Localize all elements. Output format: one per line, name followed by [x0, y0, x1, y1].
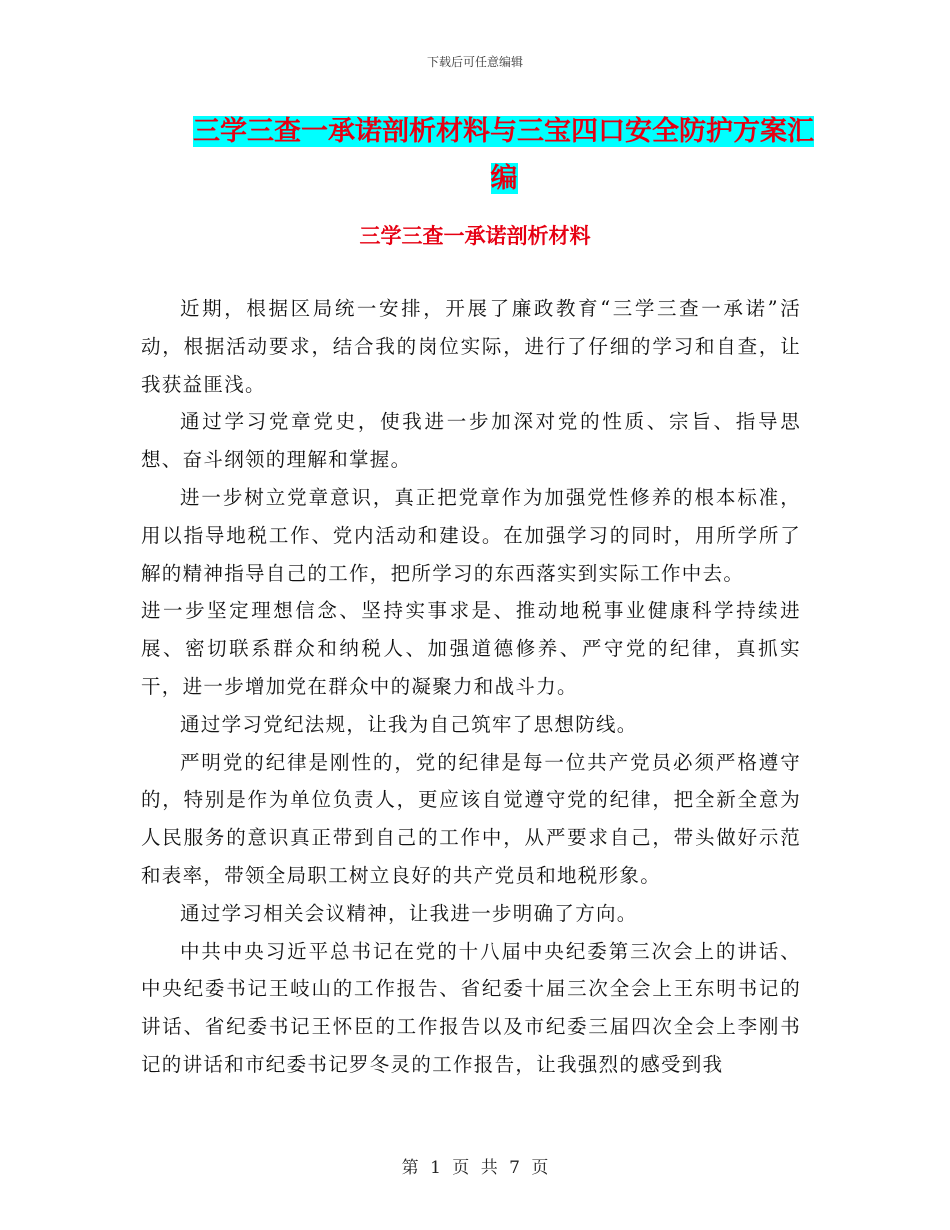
page-number-footer: 第 1 页 共 7 页	[401, 1158, 549, 1178]
paragraph: 通过学习党章党史，使我进一步加深对党的性质、宗旨、指导思想、奋斗纲领的理解和掌握。	[141, 410, 801, 472]
paragraph: 进一步树立党章意识，真正把党章作为加强党性修养的根本标准，用以指导地税工作、党内活动和建设。在加强学习的同时，用所学所了解的精神指导自己的工作，把所学习的东西落实到实际工作中去。	[141, 485, 801, 585]
document-body	[141, 290, 801, 1084]
paragraph: 通过学习相关会议精神，让我进一步明确了方向。	[180, 901, 638, 925]
paragraph: 通过学习党纪法规，让我为自己筑牢了思想防线。	[180, 712, 638, 736]
paragraph: 严明党的纪律是刚性的，党的纪律是每一位共产党员必须严格遵守的，特别是作为单位负责人，更应该自觉遵守党的纪律，把全新全意为人民服务的意识真正带到自己的工作中，从严要求自己，带头做好示范和表率，带领全局职工树立良好的共产党员和地税形象。	[141, 750, 801, 887]
section-title: 三学三查一承诺剖析材料	[359, 224, 591, 248]
document-title-line-2: 编	[490, 163, 518, 194]
header-note: 下载后可任意编辑	[426, 55, 523, 69]
document-title-line-1: 三学三查一承诺剖析材料与三宝四口安全防护方案汇	[193, 116, 814, 147]
document-title	[193, 108, 814, 202]
paragraph: 进一步坚定理想信念、坚持实事求是、推动地税事业健康科学持续进展、密切联系群众和纳税人、加强道德修养、严守党的纪律，真抓实干，进一步增加党在群众中的凝聚力和战斗力。	[141, 599, 801, 698]
paragraph: 近期，根据区局统一安排，开展了廉政教育“三学三查一承诺”活动，根据活动要求，结合我的岗位实际，进行了仔细的学习和自查，让我获益匪浅。	[141, 297, 801, 396]
paragraph: 中共中央习近平总书记在党的十八届中央纪委第三次会上的讲话、中央纪委书记王岐山的工作报告、省纪委十届三次全会上王东明书记的讲话、省纪委书记王怀臣的工作报告以及市纪委三届四次全会上李刚书记的讲话和市纪委书记罗冬灵的工作报告，让我强烈的感受到我	[141, 939, 801, 1076]
